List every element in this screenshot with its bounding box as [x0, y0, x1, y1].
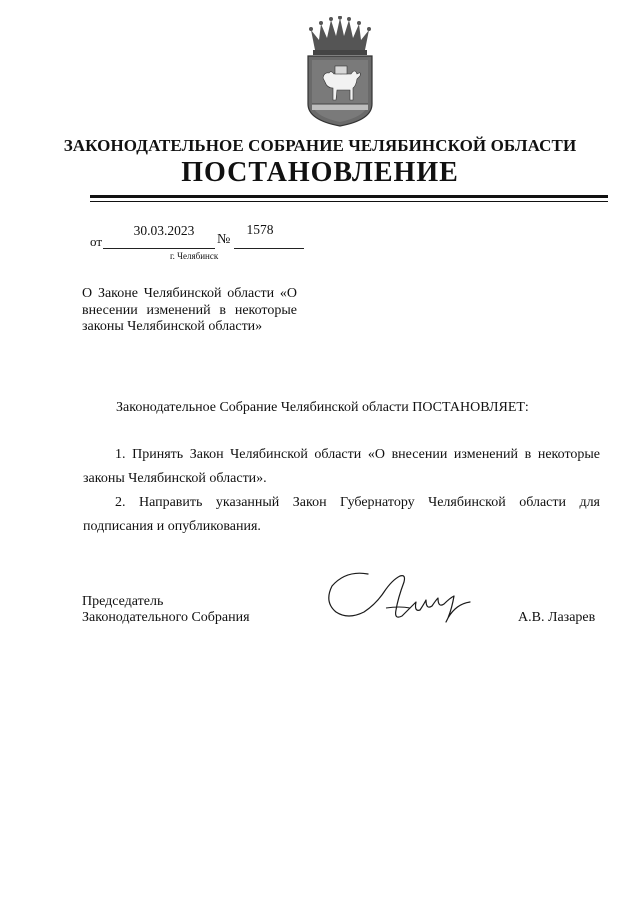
- header-rule-thin: [90, 201, 608, 202]
- resolution-item-1: 1. Принять Закон Челябинской области «О внесении изменений в некоторые законы Челябинской области».: [83, 447, 600, 486]
- date-prefix-label: от: [90, 234, 103, 249]
- resolution-item-2: 2. Направить указанный Закон Губернатору Челябинской области для подписания и опубликования.: [83, 495, 600, 534]
- city-label: г. Челябинск: [170, 251, 219, 261]
- signatory-position-line2: Законодательного Собрания: [82, 610, 250, 625]
- org-title: ЗАКОНОДАТЕЛЬНОЕ СОБРАНИЕ ЧЕЛЯБИНСКОЙ ОБЛАСТИ: [63, 136, 577, 155]
- header-rule-thick: [90, 195, 608, 198]
- document-type-title: ПОСТАНОВЛЕНИЕ: [181, 157, 459, 188]
- document-number: 1578: [246, 222, 274, 237]
- date-underline: [103, 248, 215, 249]
- number-underline: [234, 248, 304, 249]
- number-sign-label: №: [217, 232, 231, 247]
- document-date: 30.03.2023: [133, 223, 195, 238]
- signatory-position-line1: Председатель: [82, 594, 164, 609]
- document-subject: О Законе Челябинской области «О внесении изменений в некоторые законы Челябинской области»: [82, 286, 297, 334]
- handwritten-signature-icon: [326, 568, 476, 630]
- coat-of-arms-icon: [301, 16, 379, 128]
- preamble-text: Законодательное Собрание Челябинской области ПОСТАНОВЛЯЕТ:: [116, 400, 529, 415]
- signatory-name: А.В. Лазарев: [518, 610, 596, 625]
